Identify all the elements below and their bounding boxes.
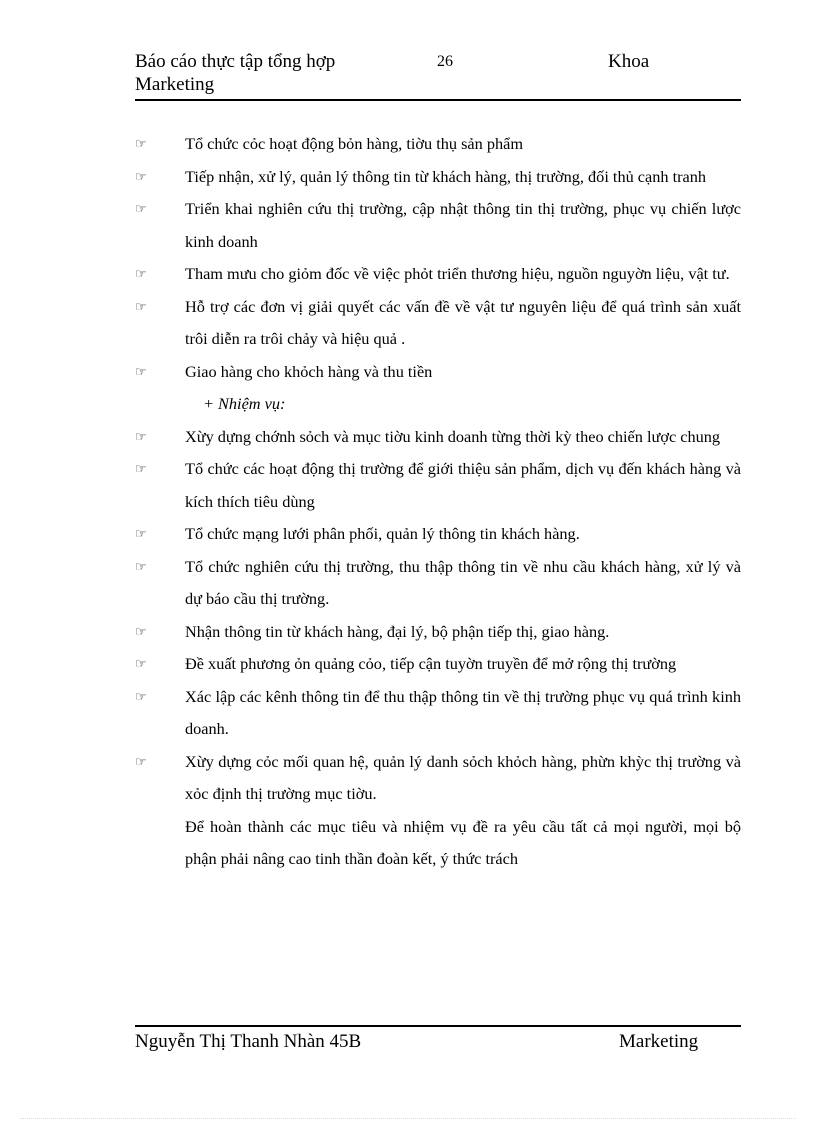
page-bottom-edge	[20, 1118, 796, 1119]
list-item	[135, 161, 741, 194]
list-item-text: Đề xuất phương ỏn quảng cỏo, tiếp cận tuyờn truyền để mở rộng thị trường	[185, 654, 677, 673]
list-item-text: Tham mưu cho giỏm đốc về việc phỏt triển thương hiệu, nguồn nguyờn liệu, vật tư.	[185, 264, 730, 283]
list-item-text: Nhận thông tin từ khách hàng, đại lý, bộ phận tiếp thị, giao hàng.	[185, 621, 610, 641]
pointing-hand-bullet-icon: ☞	[135, 428, 147, 444]
pointing-hand-bullet-icon: ☞	[135, 298, 147, 314]
list-item-text: Giao hàng cho khỏch hàng và thu tiền	[185, 361, 433, 381]
pointing-hand-bullet-icon: ☞	[135, 688, 147, 704]
list-item	[135, 518, 741, 551]
list-item-text: Hỗ trợ các đơn vị giải quyết các vấn đề về vật tư nguyên liệu để quá trình sản xuất trôi diễn ra trôi chảy và hiệu quả .	[185, 296, 741, 348]
list-item-text: Tổ chức các hoạt động thị trường để giới thiệu sản phẩm, dịch vụ đến khách hàng và kích thích tiêu dùng	[185, 459, 741, 511]
pointing-hand-bullet-icon: ☞	[135, 753, 147, 769]
list-item-text: Tổ chức nghiên cứu thị trường, thu thập thông tin về nhu cầu khách hàng, xử lý và dự báo cầu thị trường.	[185, 556, 741, 608]
list-item	[135, 453, 741, 518]
pointing-hand-bullet-icon: ☞	[135, 623, 147, 639]
report-title: Báo cáo thực tập tổng hợp Marketing	[135, 51, 336, 95]
list-item	[135, 193, 741, 258]
list-item	[135, 551, 741, 616]
list-item-text: Xừy dựng cỏc mối quan hệ, quản lý danh sỏch khỏch hàng, phừn khỳc thị trường và xỏc định thị trường mục tiờu.	[185, 751, 741, 803]
pointing-hand-bullet-icon: ☞	[135, 558, 147, 574]
pointing-hand-bullet-icon: ☞	[135, 461, 147, 476]
header-divider	[135, 99, 741, 101]
list-item	[135, 648, 741, 681]
list-item	[135, 128, 741, 161]
page-footer	[135, 1030, 741, 1082]
page-header	[135, 50, 741, 102]
list-item	[135, 746, 741, 811]
pointing-hand-bullet-icon: ☞	[135, 201, 147, 216]
duties-list	[135, 128, 741, 388]
closing-paragraph: Để hoàn thành các mục tiêu và nhiệm vụ đề ra yêu cầu tất cả mọi người, mọi bộ phận phải nâng cao tinh thần đoàn kết, ý thức trách	[185, 816, 741, 868]
list-item-text: Tiếp nhận, xử lý, quản lý thông tin từ khách hàng, thị trường, đối thủ cạnh tranh	[185, 166, 707, 186]
pointing-hand-bullet-icon: ☞	[135, 168, 147, 184]
pointing-hand-bullet-icon: ☞	[135, 526, 147, 541]
list-item	[135, 291, 741, 356]
pointing-hand-bullet-icon: ☞	[135, 266, 147, 281]
tasks-list	[135, 421, 741, 811]
list-item-text: Xác lập các kênh thông tin để thu thập thông tin về thị trường phục vụ quá trình kinh doanh.	[185, 686, 741, 738]
list-item	[135, 616, 741, 649]
list-item	[135, 356, 741, 389]
footer-divider	[135, 1025, 741, 1027]
list-item-text: Xừy dựng chớnh sỏch và mục tiờu kinh doanh từng thời kỳ theo chiến lược chung	[185, 426, 721, 446]
pointing-hand-bullet-icon: ☞	[135, 363, 147, 379]
footer-author: Nguyễn Thị Thanh Nhàn 45B	[135, 1031, 362, 1052]
list-item	[135, 258, 741, 291]
list-item-text: Tổ chức mạng lưới phân phối, quản lý thông tin khách hàng.	[185, 524, 580, 543]
pointing-hand-bullet-icon: ☞	[135, 136, 147, 151]
header-department: Khoa	[608, 51, 650, 72]
subheading-tasks: + Nhiệm vụ:	[203, 394, 286, 413]
list-item-text: Tổ chức cỏc hoạt động bỏn hàng, tiờu thụ sản phẩm	[185, 134, 524, 153]
list-item	[135, 681, 741, 746]
list-item	[135, 421, 741, 454]
page-number: 26	[437, 53, 453, 70]
list-item-text: Triển khai nghiên cứu thị trường, cập nhật thông tin thị trường, phục vụ chiến lược kinh doanh	[185, 199, 741, 251]
document-body	[135, 128, 741, 876]
pointing-hand-bullet-icon: ☞	[135, 656, 147, 671]
footer-department: Marketing	[619, 1031, 699, 1052]
